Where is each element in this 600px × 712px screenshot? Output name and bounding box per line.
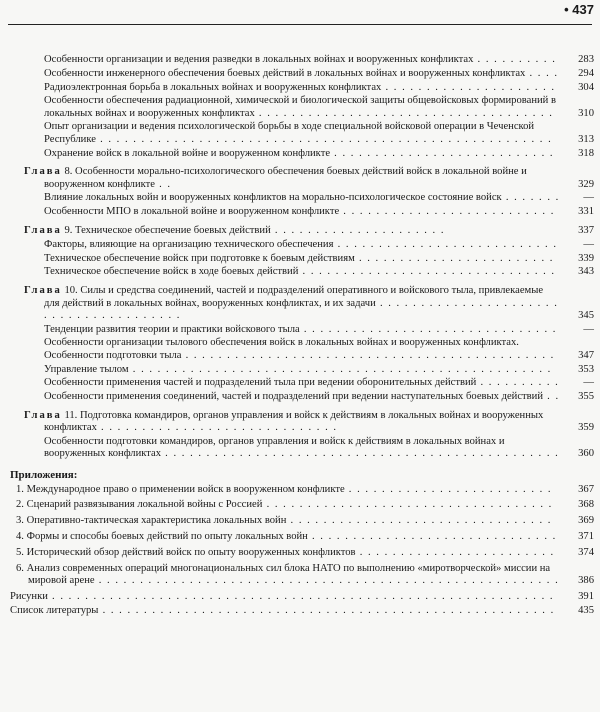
entry-title: Особенности организации тылового обеспечения войск в локальных войнах и вооруженных конфликтах. Особенности подготовки тыла xyxy=(44,337,519,361)
page-ref: 304 xyxy=(578,81,594,93)
page-number: • 437 xyxy=(564,2,594,17)
toc-entry: Особенности инженерного обеспечения боевых действий в локальных войнах и вооруженных конфликтах . . . . 294 xyxy=(44,67,594,79)
entry-title: 2. Сценарий развязывания локальной войны с Россией xyxy=(16,499,263,511)
entry-title: Особенности подготовки командиров, органов управления и войск к действиям в локальных войнах и вооруженных конфликтах xyxy=(44,436,505,460)
toc-entry: 1. Международное право о применении войск в вооруженном конфликте . . . . . . . . . . . . . . . . . . . . . . . . . 367 xyxy=(16,483,594,495)
toc-entry: 2. Сценарий развязывания локальной войны с Россией . . . . . . . . . . . . . . . . . . . . . . . . . . . . . . . . . . . 368 xyxy=(16,499,594,511)
entry-title: Охранение войск в локальной войне и вооруженном конфликте xyxy=(44,147,331,159)
entry-title: Особенности обеспечения радиационной, химической и биологической защиты общевойсковых формирований в локальных войнах и вооруженных конфликтах xyxy=(44,95,556,119)
entry-title: 4. Формы и способы боевых действий по опыту локальных войн xyxy=(16,531,308,542)
section-group-b xyxy=(0,192,600,218)
page-ref: — xyxy=(583,323,594,335)
section-group-c xyxy=(0,239,600,279)
entry-title: Тенденции развития теории и практики войскового тыла xyxy=(44,323,300,335)
toc-entry: Управление тылом . . . . . . . . . . . . . . . . . . . . . . . . . . . . . . . . . . . . . . . . . . . . . . . . . . . 353 xyxy=(44,363,594,375)
appendix-list xyxy=(0,484,600,588)
table-of-contents xyxy=(0,54,600,619)
back-matter xyxy=(0,591,600,617)
entry-title: Особенности применения частей и подразделений тыла при ведении оборонительных действий xyxy=(44,377,477,389)
entry-title: 3. Оперативно-тактическая характеристика локальных войн xyxy=(16,515,287,527)
toc-entry: Опыт организации и ведения психологической борьбы в ходе специальной войсковой операции в Чеченской Республике . . . . . . . . . . . . . . . . . . . . . . . . . . . . . . . . . . . . . . . . . . . . . . . . . . . . . . . 313 xyxy=(44,121,594,145)
entry-title: Особенности МПО в локальной войне и вооруженном конфликте xyxy=(44,206,340,218)
appendix-heading: Приложения: xyxy=(10,468,78,481)
toc-entry: Факторы, влияющие на организацию технического обеспечения . . . . . . . . . . . . . . . . . . . . . . . . . . . — xyxy=(44,238,594,250)
page-ref: 386 xyxy=(578,574,594,586)
toc-entry: Особенности обеспечения радиационной, химической и биологической защиты общевойсковых формирований в локальных войнах и вооруженных конфликтах . . . . . . . . . . . . . . . . . . . . . . . . . . . . . . . . . . . . 310 xyxy=(44,95,594,119)
entry-title: Особенности применения соединений, частей и подразделений при ведении наступательных боевых действий xyxy=(44,391,544,403)
toc-entry: Влияние локальных войн и вооруженных конфликтов на морально-психологическое состояние войск . . . . . . . — xyxy=(44,192,594,204)
toc-entry: Особенности применения соединений, частей и подразделений при ведении наступательных боевых действий . . 355 xyxy=(44,391,594,403)
entry-title: Особенности инженерного обеспечения боевых действий в локальных войнах и вооруженных конфликтах xyxy=(44,67,526,79)
page-ref: 339 xyxy=(578,252,594,264)
page-ref: — xyxy=(583,377,594,389)
toc-entry: Особенности подготовки командиров, органов управления и войск к действиям в локальных войнах и вооруженных конфликтах . . . . . . . . . . . . . . . . . . . . . . . . . . . . . . . . . . . . . . . . . . . . . . . . 360 xyxy=(44,436,594,460)
chapter-8: Глава 8. Особенности морально-психологического обеспечения боевых действий войск в локальной войне и вооруженном конфликте . . 329 xyxy=(24,166,594,190)
toc-entry: Техническое обеспечение войск при подготовке к боевым действиям . . . . . . . . . . . . . . . . . . . . . . . . 339 xyxy=(44,252,594,264)
toc-entry: 5. Исторический обзор действий войск по опыту вооруженных конфликтов . . . . . . . . . . . . . . . . . . . . . . . . 374 xyxy=(16,546,594,558)
chapter-11: Глава 11. Подготовка командиров, органов управления и войск к действиям в локальных войнах и вооруженных конфликтах . . . . . . . . . . . . . . . . . . . . . . . . . . . . . 359 xyxy=(24,409,594,434)
entry-title: 5. Исторический обзор действий войск по опыту вооруженных конфликтов xyxy=(16,546,356,558)
page-ref: 283 xyxy=(578,54,594,65)
toc-entry: 3. Оперативно-тактическая характеристика локальных войн . . . . . . . . . . . . . . . . . . . . . . . . . . . . . . . . 369 xyxy=(16,515,594,527)
toc-entry: Тенденции развития теории и практики войскового тыла . . . . . . . . . . . . . . . . . . . . . . . . . . . . . . . — xyxy=(44,323,594,335)
toc-entry: Рисунки . . . . . . . . . . . . . . . . . . . . . . . . . . . . . . . . . . . . . . . . . . . . . . . . . . . . . . . . . . . . . 391 xyxy=(10,591,594,603)
page-ref: 360 xyxy=(578,448,594,460)
entry-title: 1. Международное право о применении войск в вооруженном конфликте xyxy=(16,483,345,495)
page-ref: 331 xyxy=(578,206,594,218)
toc-entry: Особенности организации тылового обеспечения войск в локальных войнах и вооруженных конфликтах. Особенности подготовки тыла . . . . . . . . . . . . . . . . . . . . . . . . . . . . . . . . . . . . . . . . . . . . . 347 xyxy=(44,337,594,361)
toc-entry: Особенности организации и ведения разведки в локальных войнах и вооруженных конфликтах . . . . . . . . . . 283 xyxy=(44,54,594,65)
page-ref: 347 xyxy=(578,349,594,361)
page-ref: 337 xyxy=(578,225,594,237)
section-group-a xyxy=(0,54,600,160)
header-rule xyxy=(8,24,592,25)
page-ref: 369 xyxy=(578,515,594,527)
page-ref: 343 xyxy=(578,266,594,278)
section-group-e xyxy=(0,436,600,461)
page-ref: 353 xyxy=(578,363,594,375)
page-ref: 310 xyxy=(578,107,594,119)
toc-entry: 4. Формы и способы боевых действий по опыту локальных войн . . . . . . . . . . . . . . . . . . . . . . . . . . . . . . 371 xyxy=(16,531,594,542)
entry-title: 6. Анализ современных операций многонациональных сил блока НАТО по выполнению «миротворческой» миссии на мировой арене xyxy=(16,562,551,586)
entry-title: Управление тылом xyxy=(44,363,129,375)
page-ref: 367 xyxy=(578,483,594,495)
page-ref: 294 xyxy=(578,67,594,79)
page-ref: 318 xyxy=(578,147,594,159)
page-ref: 345 xyxy=(578,309,594,321)
chapter-10: Глава 10. Силы и средства соединений, частей и подразделений оперативного и войскового тыла, привлекаемые для действий в локальных войнах, вооруженных конфликтах, и их задачи . . . . . . . . . . . . . . . . . . . . . . . . . . . . . . . . . . . . . . . 345 xyxy=(24,285,594,321)
toc-entry: Особенности МПО в локальной войне и вооруженном конфликте . . . . . . . . . . . . . . . . . . . . . . . . . . 331 xyxy=(44,206,594,218)
toc-entry: Техническое обеспечение войск в ходе боевых действий . . . . . . . . . . . . . . . . . . . . . . . . . . . . . . . 343 xyxy=(44,266,594,278)
page-ref: 435 xyxy=(578,604,594,616)
entry-title: Факторы, влияющие на организацию технического обеспечения xyxy=(44,238,334,250)
page-ref: 374 xyxy=(578,546,594,558)
toc-entry: Особенности применения частей и подразделений тыла при ведении оборонительных действий . . . . . . . . . . — xyxy=(44,377,594,389)
entry-title: Опыт организации и ведения психологической борьбы в ходе специальной войсковой операции в Чеченской Республике xyxy=(44,121,535,145)
toc-entry: Охранение войск в локальной войне и вооруженном конфликте . . . . . . . . . . . . . . . . . . . . . . . . . . . 318 xyxy=(44,147,594,159)
page-ref: — xyxy=(583,192,594,204)
entry-title: Техническое обеспечение войск в ходе боевых действий xyxy=(44,266,299,278)
toc-entry: 6. Анализ современных операций многонациональных сил блока НАТО по выполнению «миротворческой» миссии на мировой арене . . . . . . . . . . . . . . . . . . . . . . . . . . . . . . . . . . . . . . . . . . . . . . . . . . . . . . . . 386 xyxy=(16,562,594,586)
toc-entry: Список литературы . . . . . . . . . . . . . . . . . . . . . . . . . . . . . . . . . . . . . . . . . . . . . . . . . . . . . . . 435 xyxy=(10,604,594,616)
page-ref: 355 xyxy=(578,391,594,403)
entry-title: Влияние локальных войн и вооруженных конфликтов на морально-психологическое состояние войск xyxy=(44,192,502,204)
entry-title: Техническое обеспечение войск при подготовке к боевым действиям xyxy=(44,252,355,264)
toc-entry: Радиоэлектронная борьба в локальных войнах и вооруженных конфликтах . . . . . . . . . . . . . . . . . . . . . 304 xyxy=(44,81,594,93)
entry-title: Список литературы xyxy=(10,604,99,616)
page-ref: 359 xyxy=(578,422,594,434)
entry-title: Рисунки xyxy=(10,591,48,603)
page-ref: 391 xyxy=(578,591,594,603)
entry-title: Особенности организации и ведения разведки в локальных войнах и вооруженных конфликтах xyxy=(44,54,474,65)
page-ref: 368 xyxy=(578,499,594,511)
chapter-9: Глава 9. Техническое обеспечение боевых действий . . . . . . . . . . . . . . . . . . . . . 337 xyxy=(24,225,594,237)
section-group-d xyxy=(0,324,600,404)
page-ref: — xyxy=(583,238,594,250)
page-ref: 329 xyxy=(578,178,594,190)
page-ref: 313 xyxy=(578,133,594,145)
page-ref: 371 xyxy=(578,531,594,542)
entry-title: Радиоэлектронная борьба в локальных войнах и вооруженных конфликтах xyxy=(44,81,382,93)
